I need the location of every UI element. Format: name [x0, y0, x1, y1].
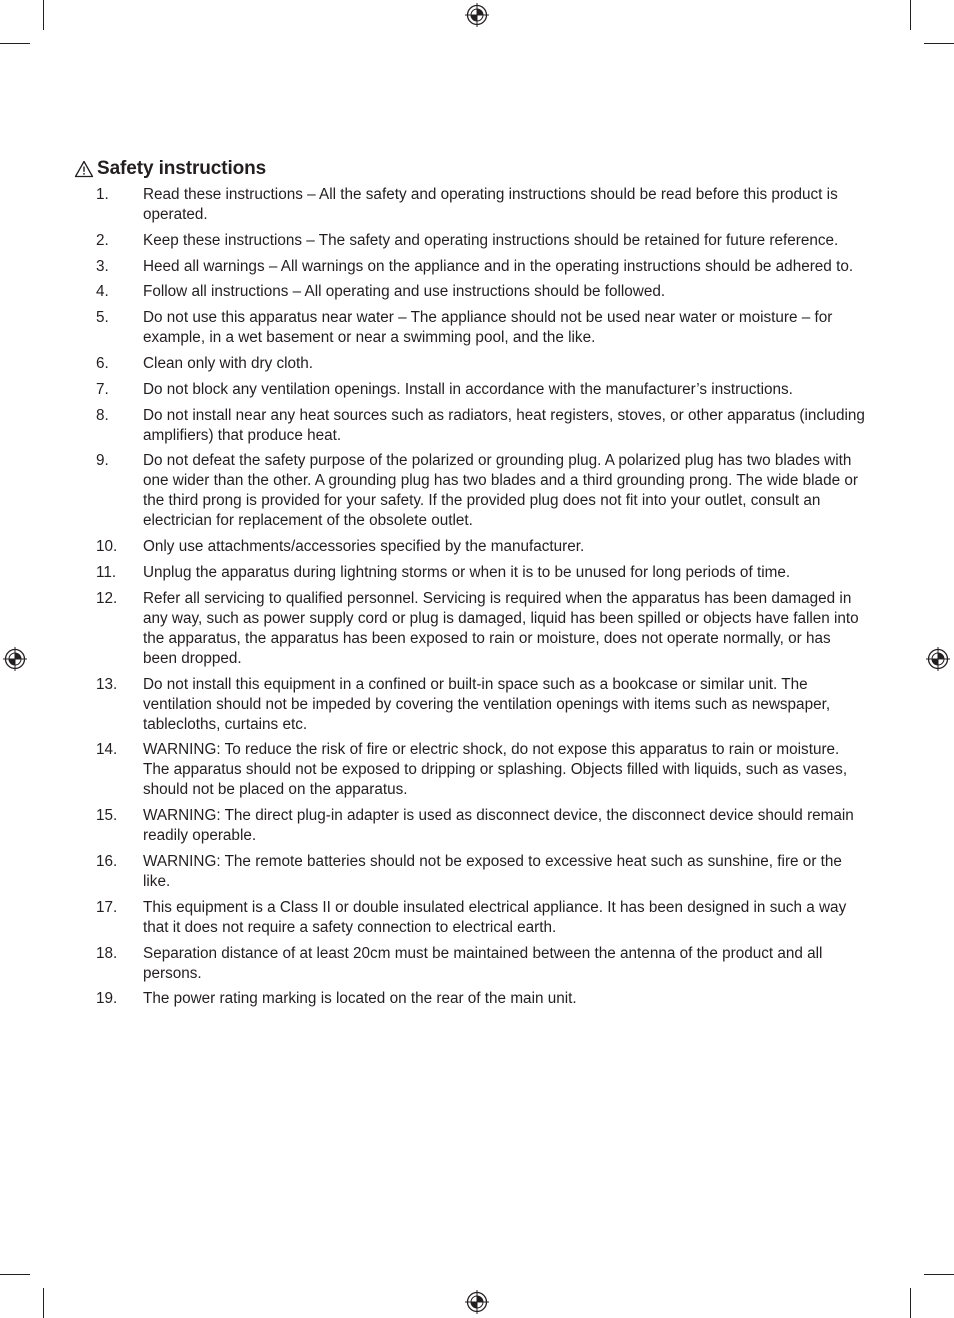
item-number: 17.: [96, 898, 118, 916]
list-item: [96, 451, 866, 531]
item-number: 7.: [96, 380, 109, 398]
item-text: Refer all servicing to qualified personnel. Servicing is required when the apparatus has been damaged in any way, such as power supply cord or plug is damaged, liquid has been spilled or objects have fallen into the apparatus, the apparatus has been exposed to rain or moisture, does not operate normally, or has been dropped.: [143, 589, 859, 667]
item-number: 5.: [96, 309, 109, 327]
item-number: 1.: [96, 186, 109, 203]
item-text: Only use attachments/accessories specified by the manufacturer.: [143, 538, 585, 556]
list-item: [96, 308, 866, 348]
item-number: 19.: [96, 990, 118, 1008]
list-item: [96, 354, 866, 374]
item-text: Clean only with dry cloth.: [143, 354, 314, 372]
registration-mark-icon: [926, 647, 950, 671]
item-text: Follow all instructions – All operating and use instructions should be followed.: [143, 283, 666, 301]
list-item: [96, 675, 866, 735]
item-text: This equipment is a Class II or double insulated electrical appliance. It has been designed in such a way that it does not require a safety connection to electrical earth.: [143, 898, 847, 936]
item-text: Do not defeat the safety purpose of the polarized or grounding plug. A polarized plug has two blades with one wider than the other. A grounding plug has two blades and a third grounding prong. The wide blade or the third prong is provided for your safety. If the provided plug does not fit into your outlet, consult an electrician for replacement of the obsolete outlet.: [143, 452, 858, 530]
item-text: WARNING: The direct plug-in adapter is used as disconnect device, the disconnect device should remain readily operable.: [143, 807, 854, 845]
list-item: [96, 563, 866, 583]
item-text: Unplug the apparatus during lightning storms or when it is to be unused for long periods of time.: [143, 563, 791, 581]
crop-mark-top-left-horizontal: [0, 43, 30, 44]
item-number: 2.: [96, 231, 109, 249]
item-text: Do not install near any heat sources such as radiators, heat registers, stoves, or other apparatus (including amplifiers) that produce heat.: [143, 406, 865, 444]
crop-mark-top-right-horizontal: [924, 43, 954, 44]
item-text: Do not block any ventilation openings. Install in accordance with the manufacturer’s instructions.: [143, 380, 793, 398]
list-item: [96, 852, 866, 892]
crop-mark-bottom-left-horizontal: [0, 1274, 30, 1275]
list-item: [96, 989, 866, 1009]
item-number: 13.: [96, 675, 118, 693]
item-number: 12.: [96, 589, 118, 607]
item-text: Do not install this equipment in a confined or built-in space such as a bookcase or similar unit. The ventilation should not be impeded by covering the ventilation openings with items such as newspaper, tablecloths, curtains etc.: [143, 675, 831, 733]
item-number: 11.: [96, 563, 117, 581]
list-item: [96, 231, 866, 251]
registration-mark-icon: [465, 1290, 489, 1314]
list-item: [96, 740, 866, 800]
item-text: WARNING: The remote batteries should not be exposed to excessive heat such as sunshine, fire or the like.: [143, 852, 842, 890]
list-item: [96, 185, 866, 225]
item-number: 14.: [96, 741, 118, 759]
list-item: [96, 257, 866, 277]
item-text: The power rating marking is located on the rear of the main unit.: [143, 990, 577, 1008]
crop-mark-bottom-left-vertical: [43, 1288, 44, 1318]
crop-mark-top-left-vertical: [43, 0, 44, 30]
section-heading: [74, 157, 266, 181]
safety-instructions-list: [96, 185, 866, 1015]
list-item: [96, 806, 866, 846]
list-item: [96, 537, 866, 557]
item-text: Separation distance of at least 20cm must be maintained between the antenna of the product and all persons.: [143, 944, 823, 982]
item-text: Read these instructions – All the safety and operating instructions should be read before this product is operated.: [143, 186, 838, 223]
crop-mark-bottom-right-vertical: [910, 1288, 911, 1318]
page-title: Safety instructions: [97, 158, 267, 179]
item-number: 4.: [96, 283, 109, 301]
list-item: [96, 944, 866, 984]
list-item: [96, 898, 866, 938]
item-number: 10.: [96, 538, 118, 556]
item-number: 15.: [96, 807, 118, 825]
item-text: Keep these instructions – The safety and operating instructions should be retained for future reference.: [143, 231, 839, 249]
registration-mark-icon: [465, 3, 489, 27]
item-number: 3.: [96, 257, 109, 275]
registration-mark-icon: [3, 647, 27, 671]
item-text: WARNING: To reduce the risk of fire or electric shock, do not expose this apparatus to rain or moisture. The apparatus should not be exposed to dripping or splashing. Objects filled with liquids, such as vases, should not be placed on the apparatus.: [143, 741, 848, 799]
crop-mark-top-right-vertical: [910, 0, 911, 30]
item-number: 16.: [96, 852, 118, 870]
item-text: Heed all warnings – All warnings on the appliance and in the operating instructions should be adhered to.: [143, 257, 854, 275]
list-item: [96, 589, 866, 669]
item-number: 6.: [96, 354, 109, 372]
item-number: 18.: [96, 944, 118, 962]
item-number: 8.: [96, 406, 109, 424]
warning-triangle-icon: [74, 160, 94, 178]
item-number: 9.: [96, 452, 109, 470]
item-text: Do not use this apparatus near water – The appliance should not be used near water or moisture – for example, in a wet basement or near a swimming pool, and the like.: [143, 309, 833, 347]
crop-mark-bottom-right-horizontal: [924, 1274, 954, 1275]
list-item: [96, 282, 866, 302]
list-item: [96, 406, 866, 446]
list-item: [96, 380, 866, 400]
